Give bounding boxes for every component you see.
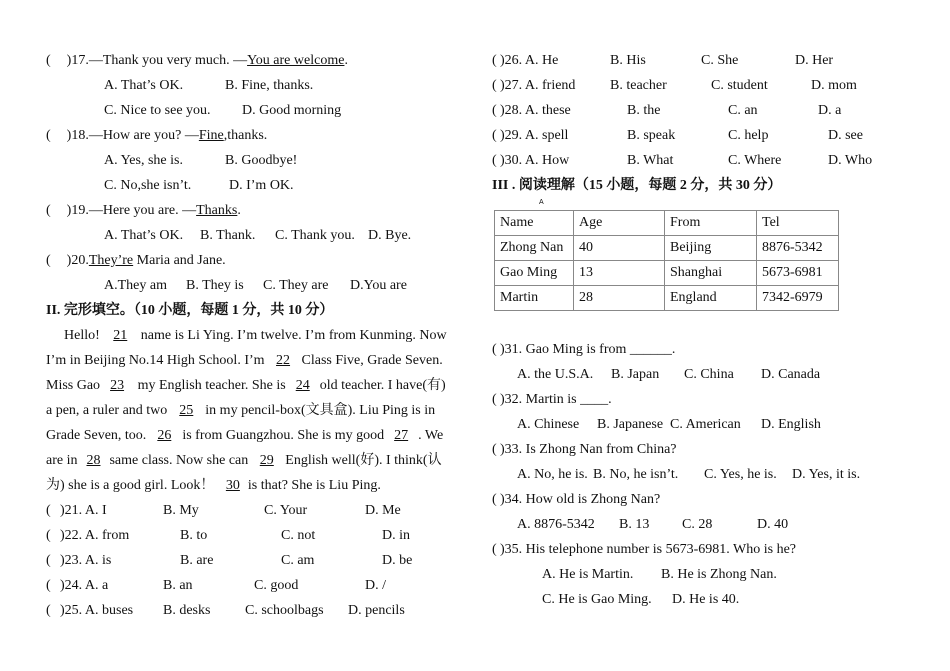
q30-option-c: C. Where (728, 153, 782, 168)
table-row (495, 236, 839, 261)
answer-paren: ( (46, 578, 51, 593)
q23-option-d: D. be (382, 553, 413, 568)
answer-paren: ( (46, 503, 51, 518)
q32-option-b: B. Japanese (597, 417, 664, 432)
cloze-text: Hello! (64, 328, 100, 343)
question-34 (492, 491, 497, 509)
q33-option-b: B. No, he isn’t. (593, 467, 679, 482)
answer-paren: ( (46, 603, 51, 618)
q24-option-d: D. / (365, 578, 386, 593)
section-2-title: II. 完形填空。（10 小题，每题 1 分，共 10 分） (46, 303, 334, 318)
q20-option-d: D.You are (350, 278, 407, 293)
q21-option-d: D. Me (365, 503, 401, 518)
stem-end: . (344, 53, 348, 68)
q25-option-d: D. pencils (348, 603, 405, 618)
table-header-cell: From (665, 211, 757, 236)
answer-paren: ( (492, 53, 497, 68)
q33-stem: )33. Is Zhong Nan from China? (500, 442, 677, 457)
table-cell: Zhong Nan (495, 236, 574, 261)
question-28 (492, 102, 497, 120)
cloze-text: Grade Seven, too. (46, 428, 147, 443)
q29-option-b: B. speak (627, 128, 676, 143)
q33-option-a: A. No, he is. (517, 467, 588, 482)
question-35 (492, 541, 497, 559)
q30-option-d: D. Who (828, 153, 873, 168)
cloze-text: Class Five, Grade Seven. (301, 353, 443, 368)
q32-option-d: D. English (761, 417, 821, 432)
cloze-text: Miss Gao (46, 378, 101, 393)
q20-option-a: A.They am (104, 278, 167, 293)
q19-option-a: A. That’s OK. (104, 228, 184, 243)
cloze-text: is that? She is Liu Ping. (247, 478, 381, 493)
cloze-line-5 (46, 427, 443, 445)
q18-option-b: B. Goodbye! (225, 153, 298, 168)
question-33 (492, 441, 497, 459)
question-18 (46, 127, 267, 145)
question-23 (46, 552, 51, 570)
q24-option-c: C. good (254, 578, 299, 593)
q29-option-d: D. see (828, 128, 863, 143)
answer-paren: ( (492, 342, 497, 357)
answer-paren: ( (492, 492, 497, 507)
blank-25: 25 (179, 403, 194, 418)
blank-24: 24 (295, 378, 310, 393)
table-cell: Beijing (665, 236, 757, 261)
question-17 (46, 52, 348, 70)
q35-stem: )35. His telephone number is 5673-6981. Who is he? (500, 542, 797, 557)
table-cell: 28 (574, 286, 665, 311)
blank-28: 28 (86, 453, 101, 468)
q21-stem: )21. A. I (60, 503, 107, 518)
q22-option-c: C. not (281, 528, 316, 543)
q31-option-d: D. Canada (761, 367, 821, 382)
q24-stem: )24. A. a (60, 578, 109, 593)
question-27 (492, 77, 497, 95)
q19-option-b: B. Thank. (200, 228, 256, 243)
table-header-cell: Age (574, 211, 665, 236)
q26-stem: )26. A. He (500, 53, 559, 68)
question-21 (46, 502, 51, 520)
table-cell: 5673-6981 (757, 261, 839, 286)
q29-option-c: C. help (728, 128, 769, 143)
underlined-phrase: You are welcome (247, 53, 345, 68)
answer-paren: ( (46, 528, 51, 543)
cloze-line-3 (46, 377, 446, 395)
blank-22: 22 (276, 353, 291, 368)
q22-option-b: B. to (180, 528, 208, 543)
q35-option-b: B. He is Zhong Nan. (661, 567, 777, 582)
q18-option-c: C. No,she isn’t. (104, 178, 192, 193)
table-row (495, 286, 839, 311)
question-20 (46, 252, 226, 270)
answer-paren: ( (46, 553, 51, 568)
cloze-text: I’m in Beijing No.14 High School. I’m (46, 353, 265, 368)
passage-a-mark: A (539, 199, 544, 206)
table-cell: 7342-6979 (757, 286, 839, 311)
q32-option-a: A. Chinese (517, 417, 580, 432)
cloze-line-7 (46, 477, 381, 495)
answer-paren: ( (492, 103, 497, 118)
cloze-line-1 (64, 327, 447, 345)
q30-stem: )30. A. How (500, 153, 570, 168)
q23-option-b: B. are (180, 553, 214, 568)
answer-paren: ( (492, 442, 497, 457)
q26-option-c: C. She (701, 53, 739, 68)
answer-paren: ( (46, 253, 51, 268)
q23-stem: )23. A. is (60, 553, 112, 568)
cloze-text: old teacher. I have(有) (319, 378, 446, 393)
cloze-text: in my pencil-box(文具盒). Liu Ping is in (205, 403, 436, 418)
blank-29: 29 (259, 453, 274, 468)
table-cell: England (665, 286, 757, 311)
blank-26: 26 (157, 428, 172, 443)
q30-option-b: B. What (627, 153, 674, 168)
q31-option-a: A. the U.S.A. (517, 367, 594, 382)
stem-end: Maria and Jane. (133, 253, 226, 268)
question-22 (46, 527, 51, 545)
q25-option-c: C. schoolbags (245, 603, 324, 618)
question-stem: )18.—How are you? — (66, 128, 199, 143)
blank-21: 21 (113, 328, 128, 343)
question-26 (492, 52, 497, 70)
table-cell: 8876-5342 (757, 236, 839, 261)
table-row (495, 261, 839, 286)
answer-paren: ( (492, 153, 497, 168)
question-19 (46, 202, 241, 220)
q31-stem: )31. Gao Ming is from ______. (500, 342, 676, 357)
q33-option-c: C. Yes, he is. (704, 467, 777, 482)
q27-option-b: B. teacher (610, 78, 667, 93)
stem-end: . (237, 203, 241, 218)
cloze-text: same class. Now she can (109, 453, 249, 468)
cloze-text: English well(好). I think(认 (285, 453, 442, 468)
answer-paren: ( (492, 128, 497, 143)
q20-option-c: C. They are (263, 278, 329, 293)
q26-option-d: D. Her (795, 53, 834, 68)
q17-option-c: C. Nice to see you. (104, 103, 211, 118)
cloze-text: 为) she is a good girl. Look！ (46, 478, 215, 493)
table-cell: Gao Ming (495, 261, 574, 286)
answer-paren: ( (46, 53, 51, 68)
table-header-cell: Name (495, 211, 574, 236)
table-header-row (495, 211, 839, 236)
cloze-line-4 (46, 402, 435, 420)
q29-stem: )29. A. spell (500, 128, 569, 143)
q28-stem: )28. A. these (500, 103, 571, 118)
q27-option-d: D. mom (811, 78, 857, 93)
answer-paren: ( (46, 203, 51, 218)
underlined-phrase: They’re (88, 253, 134, 268)
q33-option-d: D. Yes, it is. (792, 467, 861, 482)
q27-option-c: C. student (711, 78, 768, 93)
question-24 (46, 577, 51, 595)
q35-option-a: A. He is Martin. (542, 567, 634, 582)
q24-option-b: B. an (163, 578, 193, 593)
answer-paren: ( (492, 542, 497, 557)
question-stem: )20. (66, 253, 89, 268)
q19-option-c: C. Thank you. (275, 228, 355, 243)
table-cell: Martin (495, 286, 574, 311)
table-cell: Shanghai (665, 261, 757, 286)
cloze-line-2 (46, 352, 443, 370)
q21-option-c: C. Your (264, 503, 308, 518)
cloze-text: . We (418, 428, 444, 443)
q32-stem: )32. Martin is ____. (500, 392, 612, 407)
q25-stem: )25. A. buses (60, 603, 134, 618)
q20-option-b: B. They is (186, 278, 244, 293)
q34-option-a: A. 8876-5342 (517, 517, 595, 532)
q35-option-d: D. He is 40. (672, 592, 740, 607)
q22-stem: )22. A. from (60, 528, 130, 543)
q34-stem: )34. How old is Zhong Nan? (500, 492, 661, 507)
q34-option-c: C. 28 (682, 517, 713, 532)
question-29 (492, 127, 497, 145)
q35-option-c: C. He is Gao Ming. (542, 592, 652, 607)
q17-option-b: B. Fine, thanks. (225, 78, 314, 93)
answer-paren: ( (492, 78, 497, 93)
q28-option-b: B. the (627, 103, 661, 118)
q17-option-d: D. Good morning (242, 103, 342, 118)
q28-option-c: C. an (728, 103, 758, 118)
q27-stem: )27. A. friend (500, 78, 576, 93)
cloze-text: name is Li Ying. I’m twelve. I’m from Kunming. Now (140, 328, 447, 343)
q22-option-d: D. in (382, 528, 410, 543)
q32-option-c: C. American (670, 417, 741, 432)
cloze-text: my English teacher. She is (137, 378, 286, 393)
stem-end: ,thanks. (223, 128, 268, 143)
q26-option-b: B. His (610, 53, 646, 68)
cloze-text: a pen, a ruler and two (46, 403, 168, 418)
info-table (494, 210, 839, 311)
question-stem: )19.—Here you are. — (66, 203, 197, 218)
q34-option-d: D. 40 (757, 517, 789, 532)
cloze-text: are in (46, 453, 78, 468)
section-3-title: III . 阅读理解（15 小题，每题 2 分，共 30 分） (492, 178, 782, 193)
cloze-text: is from Guangzhou. She is my good (182, 428, 385, 443)
q17-option-a: A. That’s OK. (104, 78, 184, 93)
blank-23: 23 (110, 378, 125, 393)
q31-option-c: C. China (684, 367, 734, 382)
underlined-phrase: Thanks (196, 203, 238, 218)
question-31 (492, 341, 497, 359)
q34-option-b: B. 13 (619, 517, 650, 532)
q19-option-d: D. Bye. (368, 228, 412, 243)
q25-option-b: B. desks (163, 603, 211, 618)
question-32 (492, 391, 497, 409)
answer-paren: ( (492, 392, 497, 407)
blank-27: 27 (394, 428, 409, 443)
q31-option-b: B. Japan (611, 367, 660, 382)
q28-option-d: D. a (818, 103, 842, 118)
question-30 (492, 152, 497, 170)
q18-option-a: A. Yes, she is. (104, 153, 183, 168)
blank-30: 30 (225, 478, 240, 493)
cloze-line-6 (46, 452, 442, 470)
question-stem: )17.—Thank you very much. — (66, 53, 248, 68)
q18-option-d: D. I’m OK. (229, 178, 294, 193)
answer-paren: ( (46, 128, 51, 143)
question-25 (46, 602, 51, 620)
q23-option-c: C. am (281, 553, 315, 568)
table-cell: 40 (574, 236, 665, 261)
table-cell: 13 (574, 261, 665, 286)
q21-option-b: B. My (163, 503, 199, 518)
table-header-cell: Tel (757, 211, 839, 236)
underlined-phrase: Fine (198, 128, 224, 143)
